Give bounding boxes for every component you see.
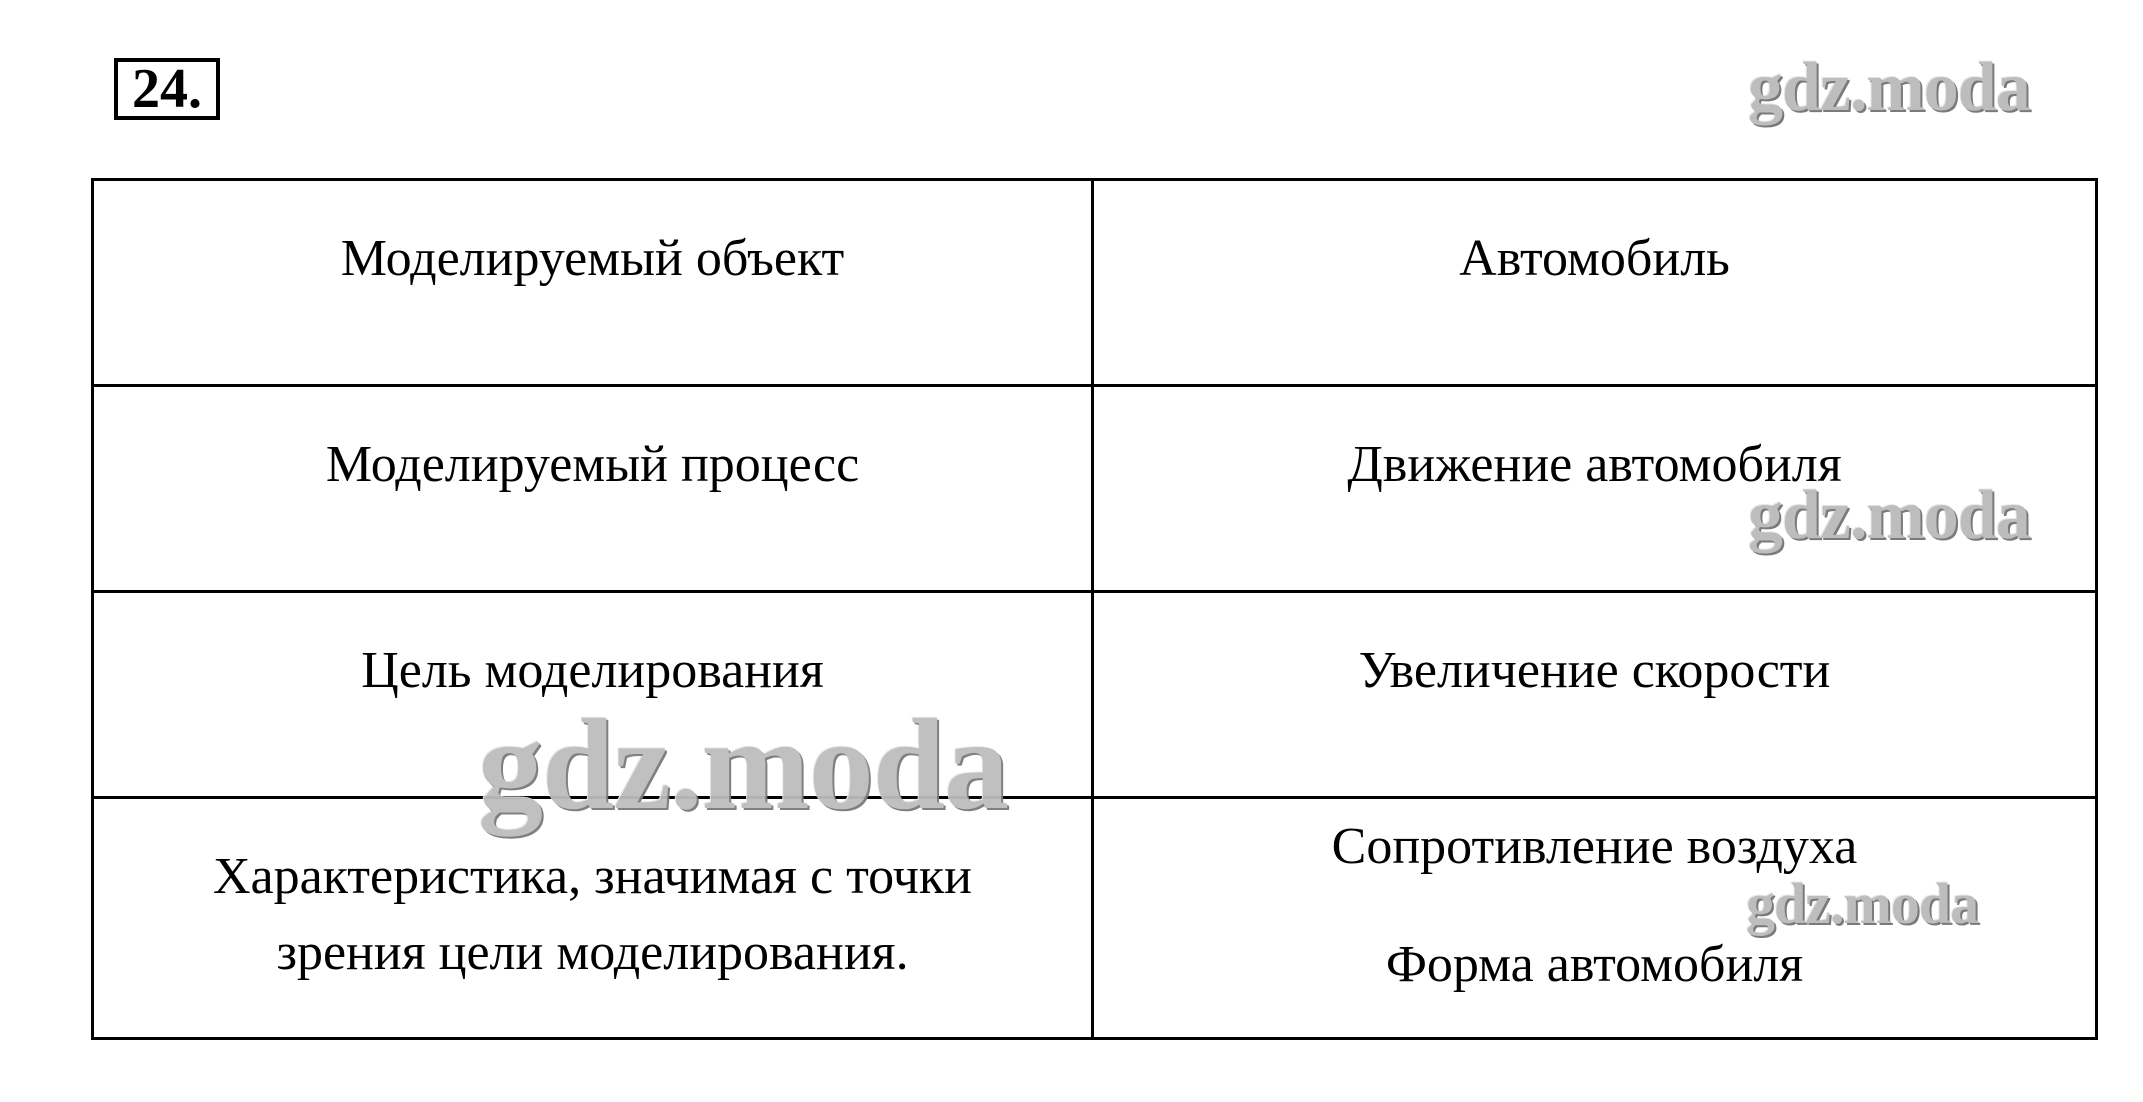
table-cell-goal-label: Цель моделирования — [94, 593, 1094, 799]
characteristic-label-line-1: Характеристика, значимая с точки — [212, 848, 973, 905]
watermark-center: gdz.moda — [478, 693, 1009, 837]
watermark-top: gdz.moda — [1748, 49, 2030, 126]
characteristic-value-line-1: Сопротивление воздуха — [1331, 818, 1858, 875]
task-number-box: 24. — [114, 58, 220, 120]
watermark-row-2: gdz.moda — [1748, 477, 2030, 554]
watermark-bottom: gdz.moda — [1746, 871, 1979, 936]
model-table — [91, 178, 2098, 1040]
table-cell-object-value: Автомобиль — [1094, 181, 2095, 387]
characteristic-label-line-2: зрения цели моделирования. — [276, 924, 909, 981]
table-cell-object-label: Моделируемый объект — [94, 181, 1094, 387]
table-cell-process-label: Моделируемый процесс — [94, 387, 1094, 593]
table-cell-process-value: Движение автомобиля — [1094, 387, 2095, 593]
characteristic-value-line-2: Форма автомобиля — [1385, 936, 1804, 993]
task-number: 24 — [132, 58, 188, 120]
table-cell-goal-value: Увеличение скорости — [1094, 593, 2095, 799]
table-cell-characteristic-label — [94, 799, 1094, 1037]
table-cell-characteristic-value — [1094, 799, 2095, 1037]
